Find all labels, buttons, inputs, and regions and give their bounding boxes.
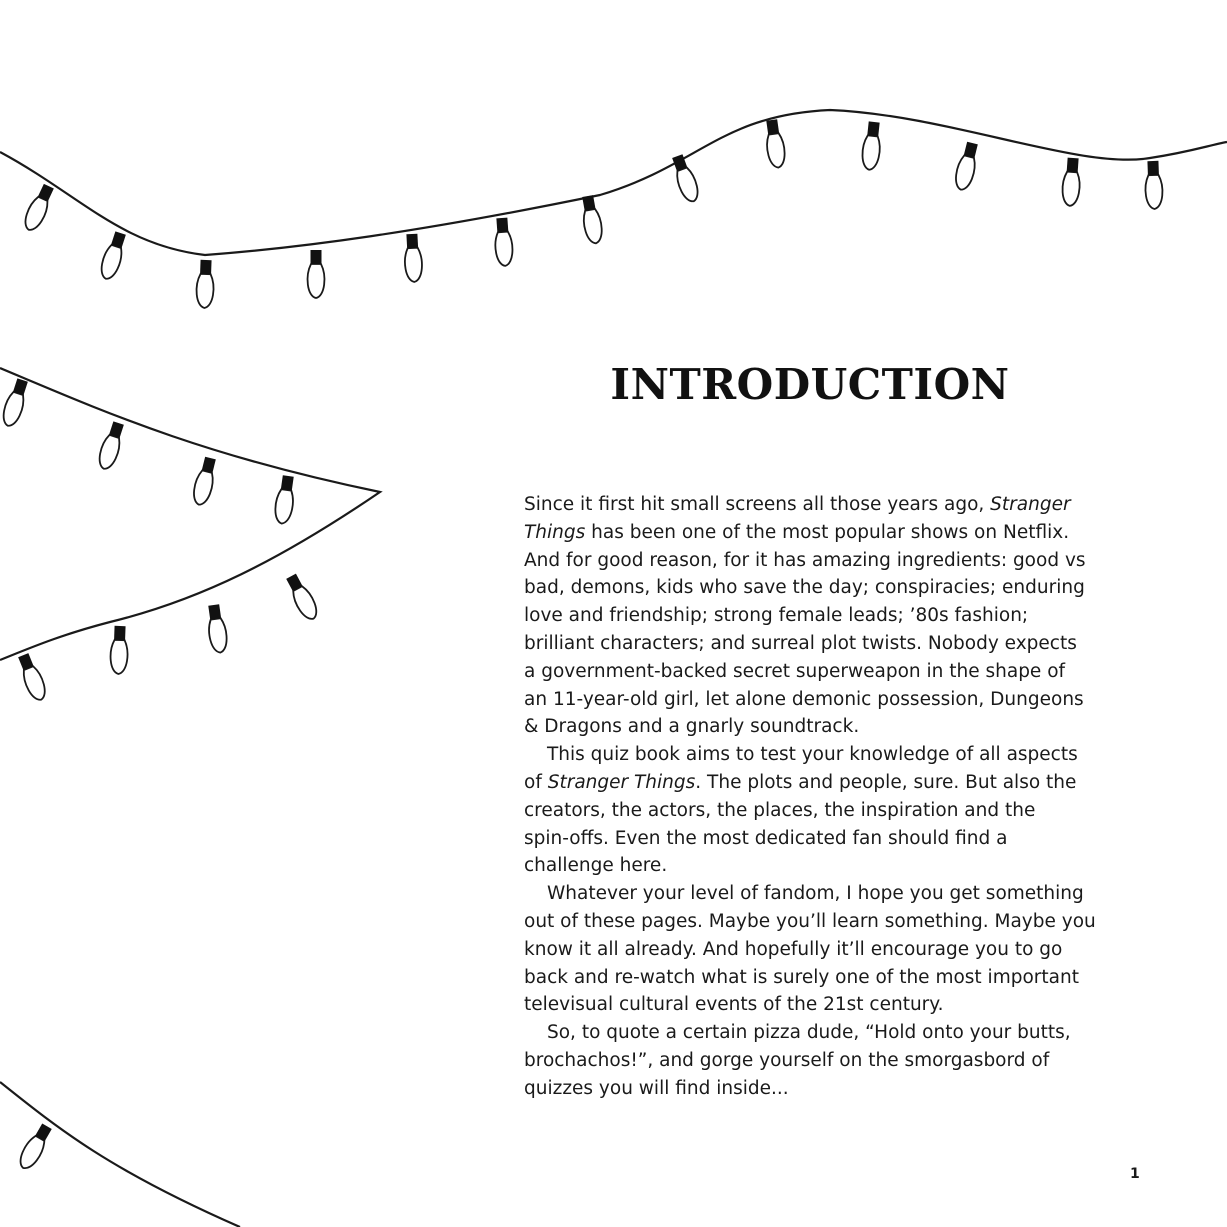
light-bulb-icon xyxy=(1061,157,1081,206)
light-bulb-icon xyxy=(0,377,31,428)
text-line: Since it first hit small screens all those years ago, Stranger xyxy=(524,494,1071,515)
light-bulb-icon xyxy=(16,1122,55,1172)
light-bulb-icon xyxy=(669,153,701,204)
text-line: creators, the actors, the places, the inspiration and the xyxy=(524,799,1036,821)
light-wire-top xyxy=(0,110,1227,255)
text-line: Things has been one of the most popular shows on Netflix. xyxy=(524,521,1070,543)
light-bulb-icon xyxy=(308,250,325,298)
light-bulb-icon xyxy=(284,572,321,622)
light-bulb-icon xyxy=(861,121,883,170)
text-line: love and friendship; strong female leads; ’80s fashion; xyxy=(524,605,1029,627)
light-bulb-icon xyxy=(493,217,513,266)
text-line: of Stranger Things. The plots and people, sure. But also the xyxy=(524,771,1077,793)
light-bulb-icon xyxy=(196,260,215,309)
text-line: out of these pages. Maybe you’ll learn something. Maybe you xyxy=(524,910,1096,932)
text-line: quizzes you will find inside... xyxy=(524,1077,789,1099)
light-bulb-icon xyxy=(15,652,49,703)
text-line: & Dragons and a gnarly soundtrack. xyxy=(524,716,860,738)
text-line: challenge here. xyxy=(524,855,668,877)
light-bulb-icon xyxy=(205,604,228,654)
light-bulb-icon xyxy=(96,420,127,471)
text-line: a government-backed secret superweapon in the shape of xyxy=(524,660,1066,682)
text-line: back and re-watch what is surely one of the most important xyxy=(524,966,1079,988)
introduction-body xyxy=(524,491,1094,1103)
light-bulb-icon xyxy=(110,626,129,675)
text-line: an 11-year-old girl, let alone demonic possession, Dungeons xyxy=(524,688,1084,710)
light-bulb-icon xyxy=(191,456,219,507)
light-wire-middle xyxy=(0,368,380,660)
light-bulb-icon xyxy=(98,230,129,281)
light-bulb-icon xyxy=(953,141,981,192)
text-line: televisual cultural events of the 21st century. xyxy=(524,994,944,1016)
page-title: INTRODUCTION xyxy=(610,360,1010,409)
light-bulb-icon xyxy=(21,183,57,234)
text-line: spin-offs. Even the most dedicated fan should find a xyxy=(524,827,1008,849)
text-line: So, to quote a certain pizza dude, “Hold onto your butts, xyxy=(547,1022,1071,1044)
light-bulb-icon xyxy=(579,195,604,245)
text-line: And for good reason, for it has amazing ingredients: good vs xyxy=(524,549,1086,571)
light-bulb-icon xyxy=(273,475,296,525)
text-line: bad, demons, kids who save the day; conspiracies; enduring xyxy=(524,577,1085,599)
light-bulb-icon xyxy=(403,234,422,283)
text-line: brochachos!”, and gorge yourself on the smorgasbord of xyxy=(524,1049,1050,1071)
light-bulb-icon xyxy=(763,119,786,169)
text-line: know it all already. And hopefully it’ll encourage you to go xyxy=(524,938,1063,960)
page-number: 1 xyxy=(1130,1166,1140,1182)
light-bulb-icon xyxy=(1145,161,1164,210)
text-line: This quiz book aims to test your knowledge of all aspects xyxy=(547,744,1078,766)
text-line: Whatever your level of fandom, I hope you get something xyxy=(547,883,1084,905)
text-line: brilliant characters; and surreal plot twists. Nobody expects xyxy=(524,632,1077,654)
